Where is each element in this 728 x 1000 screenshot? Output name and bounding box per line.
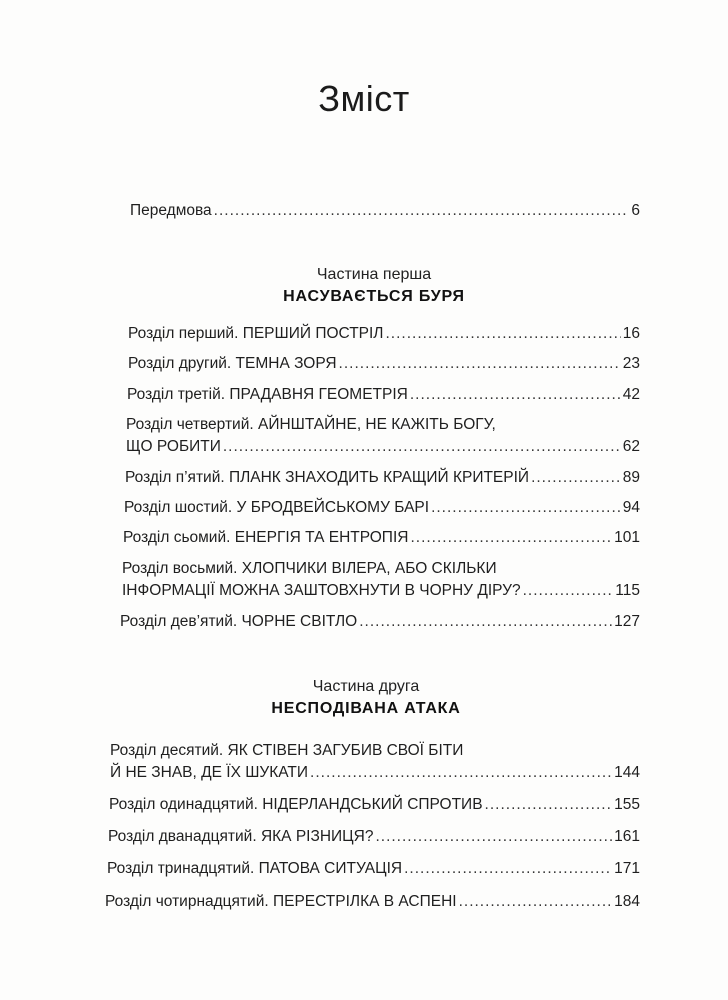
part-title: НАСУВАЄТЬСЯ БУРЯ	[283, 288, 465, 305]
toc-entry-label: Розділ сьомий. ЕНЕРГІЯ ТА ЕНТРОПІЯ	[123, 529, 409, 546]
toc-entry-chapter-11	[109, 794, 640, 816]
dot-leader	[385, 323, 620, 345]
toc-entry-label: Розділ другий. ТЕМНА ЗОРЯ	[128, 355, 337, 372]
toc-entry-chapter-9	[120, 611, 640, 633]
toc-page-number: 62	[622, 438, 640, 455]
toc-page-number: 94	[622, 499, 640, 516]
dot-leader	[431, 497, 621, 519]
dot-leader	[310, 762, 612, 784]
dot-leader	[485, 794, 613, 816]
toc-entry-label: Розділ дев’ятий. ЧОРНЕ СВІТЛО	[120, 613, 358, 630]
part-label: Частина друга	[312, 678, 420, 695]
toc-page-number: 184	[614, 893, 640, 910]
toc-entry-label: Розділ чотирнадцятий. ПЕРЕСТРІЛКА В АСПЕНІ	[105, 893, 457, 910]
dot-leader	[531, 467, 621, 489]
toc-entry-label: Передмова	[130, 202, 212, 219]
toc-entry-chapter-8	[122, 580, 640, 602]
toc-page-number: 161	[614, 828, 640, 845]
toc-entry-chapter-2	[128, 353, 640, 375]
part-title: НЕСПОДІВАНА АТАКА	[271, 700, 461, 717]
dot-leader	[459, 891, 613, 913]
toc-entry-chapter-5	[125, 467, 640, 489]
dot-leader	[523, 580, 614, 602]
dot-leader	[410, 527, 612, 549]
toc-entry-label: Розділ перший. ПЕРШИЙ ПОСТРІЛ	[128, 325, 384, 342]
toc-entry-chapter-10-line1: Розділ десятий. ЯК СТІВЕН ЗАГУБИВ СВОЇ БІТИ	[110, 742, 464, 759]
toc-page-number: 23	[622, 355, 640, 372]
toc-entry-label: Розділ шостий. У БРОДВЕЙСЬКОМУ БАРІ	[124, 499, 430, 516]
dot-leader	[410, 384, 621, 406]
toc-entry-label: ІНФОРМАЦІЇ МОЖНА ЗАШТОВХНУТИ В ЧОРНУ ДІРУ?	[122, 582, 521, 599]
toc-entry-chapter-4	[126, 436, 640, 458]
dot-leader	[375, 826, 612, 848]
dot-leader	[223, 436, 621, 458]
toc-entry-label: Розділ тринадцятий. ПАТОВА СИТУАЦІЯ	[107, 860, 403, 877]
toc-entry-label: Розділ одинадцятий. НІДЕРЛАНДСЬКИЙ СПРОТИВ	[109, 796, 483, 813]
dot-leader	[404, 858, 612, 880]
toc-entry-chapter-4-line1: Розділ четвертий. АЙНШТАЙНЕ, НЕ КАЖІТЬ БОГУ,	[126, 416, 496, 433]
toc-entry-chapter-3	[127, 384, 640, 406]
toc-entry-chapter-12	[108, 826, 640, 848]
dot-leader	[214, 200, 630, 222]
toc-entry-chapter-7	[123, 527, 640, 549]
toc-entry-preface	[130, 200, 640, 222]
part-heading-2	[246, 676, 486, 720]
toc-entry-label: Розділ третій. ПРАДАВНЯ ГЕОМЕТРІЯ	[127, 386, 408, 403]
toc-page-number: 171	[614, 860, 640, 877]
toc-entry-chapter-13	[107, 858, 640, 880]
toc-page-number: 115	[615, 582, 640, 599]
toc-page-number: 42	[622, 386, 640, 403]
toc-entry-label: ЩО РОБИТИ	[126, 438, 221, 455]
toc-entry-label: Розділ п’ятий. ПЛАНК ЗНАХОДИТЬ КРАЩИЙ КРИТЕРІЙ	[125, 469, 530, 486]
toc-entry-chapter-1	[128, 323, 640, 345]
dot-leader	[339, 353, 621, 375]
toc-entry-label: Розділ дванадцятий. ЯКА РІЗНИЦЯ?	[108, 828, 374, 845]
toc-page-number: 89	[622, 469, 640, 486]
part-label: Частина перша	[316, 266, 432, 283]
toc-entry-chapter-10	[110, 762, 640, 784]
toc-page-number: 155	[614, 796, 640, 813]
toc-page-number: 144	[614, 764, 640, 781]
toc-entry-chapter-14	[105, 891, 640, 913]
toc-page-number: 6	[631, 202, 640, 219]
page-title: Зміст	[318, 78, 410, 119]
toc-entry-chapter-8-line1: Розділ восьмий. ХЛОПЧИКИ ВІЛЕРА, АБО СКІЛЬКИ	[122, 560, 497, 577]
toc-page-number: 16	[622, 325, 640, 342]
dot-leader	[359, 611, 612, 633]
toc-page-number: 127	[614, 613, 640, 630]
toc-entry-label: Й НЕ ЗНАВ, ДЕ ЇХ ШУКАТИ	[110, 764, 309, 781]
toc-entry-chapter-6	[124, 497, 640, 519]
toc-page-number: 101	[614, 529, 640, 546]
part-heading-1	[264, 264, 484, 308]
